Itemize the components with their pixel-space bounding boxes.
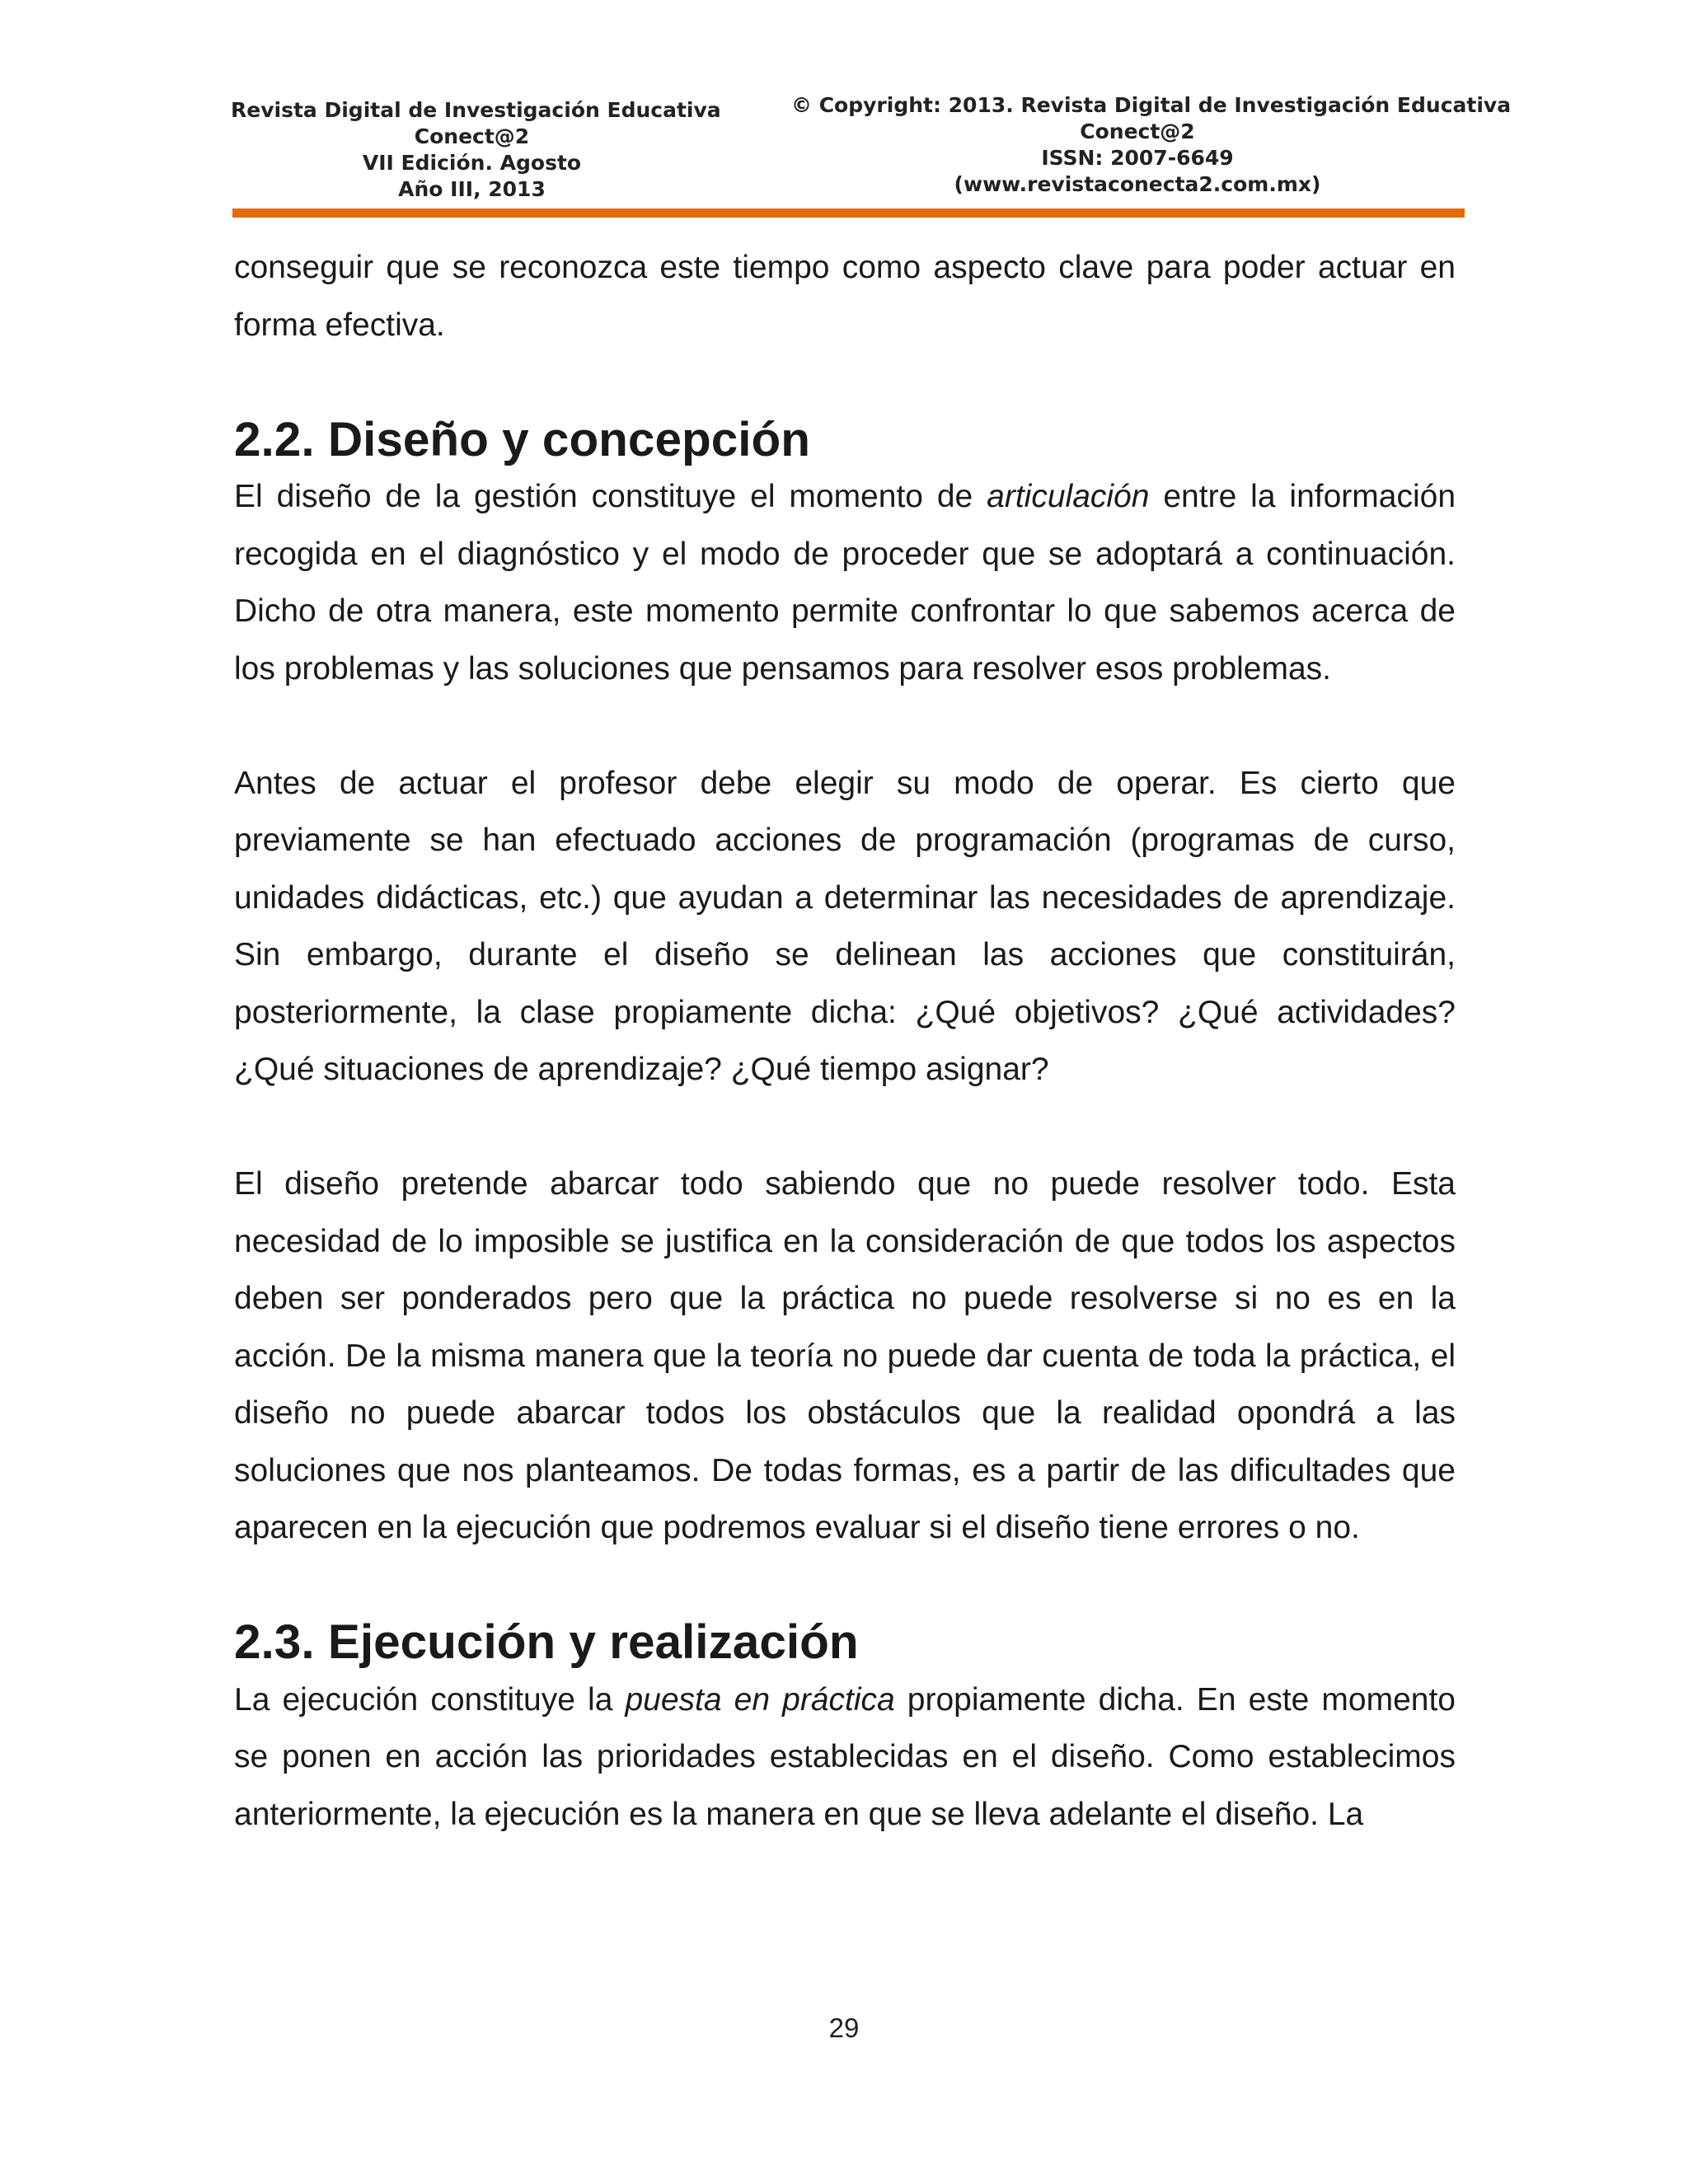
header-divider <box>232 209 1465 218</box>
emphasis-text: articulación <box>987 479 1150 514</box>
journal-info <box>231 97 721 203</box>
copyright-line: © Copyright: 2013. Revista Digital de Investigación Educativa <box>791 93 1512 117</box>
text-run: entre la información recogida en el diagnóstico y el modo de proceder que se adoptará a continuación. Dicho de otra manera, este momento permite confrontar lo que sabemos acerca de los problemas y las soluciones que pensamos para resolver esos problemas. <box>234 479 1456 687</box>
page-header <box>0 0 1688 223</box>
section-2-2-paragraph-3: El diseño pretende abarcar todo sabiendo que no puede resolver todo. Esta necesidad de lo imposible se justifica en la consideración de que todos los aspectos deben ser ponderados pero que la práctica no puede resolverse si no es en la acción. De la misma manera que la teoría no puede dar cuenta de toda la práctica, el diseño no puede abarcar todos los obstáculos que la realidad opondrá a las soluciones que nos planteamos. De todas formas, es a partir de las dificultades que aparecen en la ejecución que podremos evaluar si el diseño tiene errores o no. <box>234 1166 1456 1545</box>
paragraph-gap <box>234 1099 1456 1156</box>
section-2-2-paragraph-2: Antes de actuar el profesor debe elegir su modo de operar. Es cierto que previamente se han efectuado acciones de programación (programas de curso, unidades didácticas, etc.) que ayudan a determinar las necesidades de aprendizaje. Sin embargo, durante el diseño se delinean las acciones que constituirán, posteriormente, la clase propiamente dicha: ¿Qué objetivos? ¿Qué actividades? ¿Qué situaciones de aprendizaje? ¿Qué tiempo asignar? <box>234 765 1456 1087</box>
text-run: La ejecución constituye la <box>234 1681 626 1718</box>
page-number: 29 <box>828 2013 860 2043</box>
journal-title: Revista Digital de Investigación Educativa <box>231 98 721 122</box>
journal-name-right: Conect@2 <box>1080 120 1195 143</box>
paragraph-gap <box>234 1557 1456 1615</box>
text-run: propiamente dicha. En este momento se ponen en acción las prioridades establecidas en el diseño. Como establecimos anteriormente, la ejecución es la manera en que se lleva adelante el diseño. La <box>234 1681 1456 1832</box>
page-body <box>234 239 1456 1843</box>
copyright-info <box>791 92 1512 198</box>
text-run: El diseño de la gestión constituye el momento de <box>234 479 987 514</box>
year: Año III, 2013 <box>398 177 546 201</box>
section-heading-2-2: 2.2. Diseño y concepción <box>234 412 810 466</box>
paragraph-gap <box>234 354 1456 411</box>
intro-paragraph: conseguir que se reconozca este tiempo como aspecto clave para poder actuar en forma efectiva. <box>234 250 1456 343</box>
edition: VII Edición. Agosto <box>362 151 582 175</box>
section-heading-2-3: 2.3. Ejecución y realización <box>234 1615 859 1669</box>
website: (www.revistaconecta2.com.mx) <box>954 172 1321 196</box>
issn: ISSN: 2007-6649 <box>1041 146 1234 170</box>
paragraph-gap <box>234 697 1456 755</box>
section-2-2-paragraph-1 <box>234 468 1456 697</box>
journal-name: Conect@2 <box>414 124 530 148</box>
section-2-3-paragraph-1 <box>234 1671 1456 1844</box>
emphasis-text: puesta en práctica <box>625 1681 895 1718</box>
